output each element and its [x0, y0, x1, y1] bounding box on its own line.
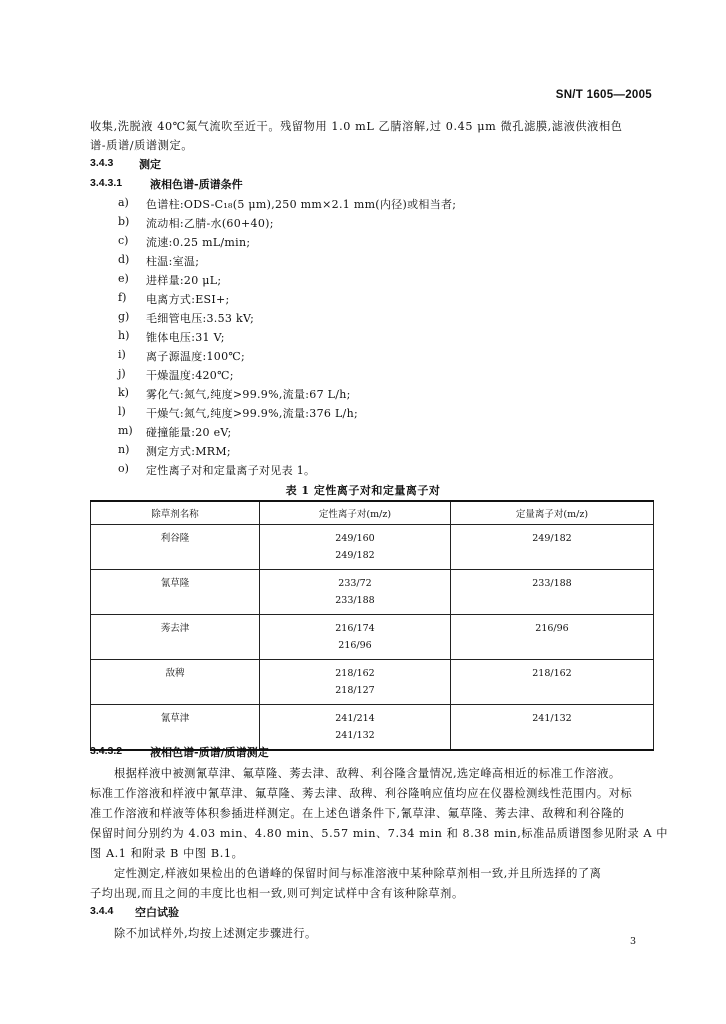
list-item-text: 雾化气:氮气,纯度>99.9%,流量:67 L/h;	[146, 388, 351, 401]
blank-test-text: 除不加试样外,均按上述测定步骤进行。	[114, 927, 317, 940]
qualitative-cell	[260, 570, 451, 615]
list-item-text: 锥体电压:31 V;	[146, 331, 225, 344]
list-item-letter: h)	[118, 329, 130, 342]
list-item-text: 毛细管电压:3.53 kV;	[146, 312, 255, 325]
table-row	[91, 570, 654, 615]
list-item-text: 进样量:20 μL;	[146, 274, 222, 287]
herbicide-name-cell	[91, 570, 260, 615]
list-item-letter: b)	[118, 215, 130, 228]
herbicide-name-cell	[91, 705, 260, 750]
list-item-text: 定性离子对和定量离子对见表 1。	[146, 464, 316, 477]
list-item-text: 流动相:乙腈-水(60+40);	[146, 217, 274, 230]
column-header-quantitative: 定量离子对(m/z)	[451, 501, 654, 525]
quantitative-ion: 249/182	[532, 533, 572, 544]
qualitative-ion-1: 233/72	[338, 578, 372, 589]
herbicide-name: 氰草隆	[160, 578, 190, 589]
paragraph-line: 子均出现,而且之间的丰度比也相一致,则可判定试样中含有该种除草剂。	[90, 887, 464, 900]
paragraph-line: 准工作溶液和样液等体积参插进样测定。在上述色谱条件下,氰草津、氟草隆、莠去津、敌稗和利谷隆的	[90, 807, 625, 820]
table-caption: 表 1 定性离子对和定量离子对	[285, 484, 441, 497]
qualitative-ion-2: 233/188	[335, 595, 375, 606]
list-item-letter: d)	[118, 253, 130, 266]
quantitative-cell	[451, 705, 654, 750]
paragraph-line: 保留时间分别约为 4.03 min、4.80 min、5.57 min、7.34 min 和 8.38 min,标准品质谱图参见附录 A 中	[90, 827, 669, 840]
qualitative-ion-1: 218/162	[335, 668, 375, 679]
list-item-text: 干燥温度:420℃;	[146, 369, 234, 382]
section-3-4-3-2-number: 3.4.3.2	[90, 745, 123, 757]
herbicide-name-cell	[91, 660, 260, 705]
intro-line-1: 收集,洗脱液 40℃氮气流吹至近干。残留物用 1.0 mL 乙腈溶解,过 0.45 μm 微孔滤膜,滤液供液相色	[90, 120, 623, 133]
section-3-4-4-number: 3.4.4	[90, 905, 114, 917]
list-item-letter: f)	[118, 291, 127, 304]
table-header-row	[91, 501, 654, 525]
list-item-letter: c)	[118, 234, 129, 247]
quantitative-cell	[451, 570, 654, 615]
qualitative-ion-2: 216/96	[338, 640, 372, 651]
table-row	[91, 525, 654, 570]
table-row	[91, 705, 654, 750]
list-item-letter: a)	[118, 196, 129, 209]
ion-pair-table	[90, 500, 654, 751]
list-item-text: 流速:0.25 mL/min;	[146, 236, 251, 249]
section-3-4-4-title: 空白试验	[135, 906, 179, 919]
qualitative-cell	[260, 660, 451, 705]
herbicide-name-cell	[91, 615, 260, 660]
list-item-letter: i)	[118, 348, 126, 361]
list-item-letter: m)	[118, 424, 133, 437]
quantitative-ion: 233/188	[532, 578, 572, 589]
section-3-4-3-1-title: 液相色谱-质谱条件	[150, 178, 243, 191]
quantitative-cell	[451, 615, 654, 660]
herbicide-name: 氰草津	[160, 713, 190, 724]
table-row	[91, 660, 654, 705]
herbicide-name: 利谷隆	[160, 533, 190, 544]
list-item-letter: n)	[118, 443, 130, 456]
paragraph-line: 定性测定,样液如果检出的色谱峰的保留时间与标准溶液中某种除草剂相一致,并且所选择的了离	[114, 867, 602, 880]
qualitative-cell	[260, 615, 451, 660]
list-item-text: 电离方式:ESI+;	[146, 293, 230, 306]
table-row	[91, 615, 654, 660]
list-item-letter: g)	[118, 310, 130, 323]
quantitative-cell	[451, 525, 654, 570]
list-item-letter: o)	[118, 462, 129, 475]
list-item-letter: j)	[118, 367, 126, 380]
list-item-text: 柱温:室温;	[146, 255, 200, 268]
list-item-text: 色谱柱:ODS-C₁₈(5 μm),250 mm×2.1 mm(内径)或相当者;	[146, 198, 457, 211]
herbicide-name: 敌稗	[165, 668, 185, 679]
list-item-letter: k)	[118, 386, 129, 399]
section-3-4-3-number: 3.4.3	[90, 157, 114, 169]
paragraph-line: 根据样液中被测氰草津、氟草隆、莠去津、敌稗、利谷隆含量情况,选定峰高相近的标准工作溶液。	[114, 767, 621, 780]
qualitative-ion-1: 241/214	[335, 713, 375, 724]
quantitative-cell	[451, 660, 654, 705]
qualitative-ion-2: 249/182	[335, 550, 375, 561]
quantitative-ion: 241/132	[532, 713, 572, 724]
list-item-text: 碰撞能量:20 eV;	[146, 426, 232, 439]
paragraph-line: 标准工作溶液和样液中氰草津、氟草隆、莠去津、敌稗、利谷隆响应值均应在仪器检测线性范围内。对标	[90, 787, 633, 800]
column-header-qualitative: 定性离子对(m/z)	[260, 501, 451, 525]
section-3-4-3-1-number: 3.4.3.1	[90, 177, 123, 189]
list-item-letter: e)	[118, 272, 129, 285]
qualitative-ion-2: 241/132	[335, 730, 375, 741]
qualitative-ion-2: 218/127	[335, 685, 375, 696]
qualitative-cell	[260, 525, 451, 570]
qualitative-ion-1: 249/160	[335, 533, 375, 544]
section-3-4-3-2-title: 液相色谱-质谱/质谱测定	[150, 746, 269, 759]
section-3-4-3-title: 测定	[139, 158, 161, 171]
herbicide-name: 莠去津	[160, 623, 190, 634]
list-item-text: 测定方式:MRM;	[146, 445, 231, 458]
qualitative-ion-1: 216/174	[335, 623, 375, 634]
column-header-herbicide: 除草剂名称	[91, 501, 260, 525]
list-item-text: 离子源温度:100℃;	[146, 350, 246, 363]
quantitative-ion: 216/96	[535, 623, 569, 634]
standard-code: SN/T 1605—2005	[555, 89, 652, 101]
page-number: 3	[629, 936, 636, 947]
quantitative-ion: 218/162	[532, 668, 572, 679]
list-item-text: 干燥气:氮气,纯度>99.9%,流量:376 L/h;	[146, 407, 358, 420]
list-item-letter: l)	[118, 405, 126, 418]
intro-line-2: 谱-质谱/质谱测定。	[90, 139, 194, 152]
herbicide-name-cell	[91, 525, 260, 570]
qualitative-cell	[260, 705, 451, 750]
paragraph-line: 图 A.1 和附录 B 中图 B.1。	[90, 847, 244, 860]
